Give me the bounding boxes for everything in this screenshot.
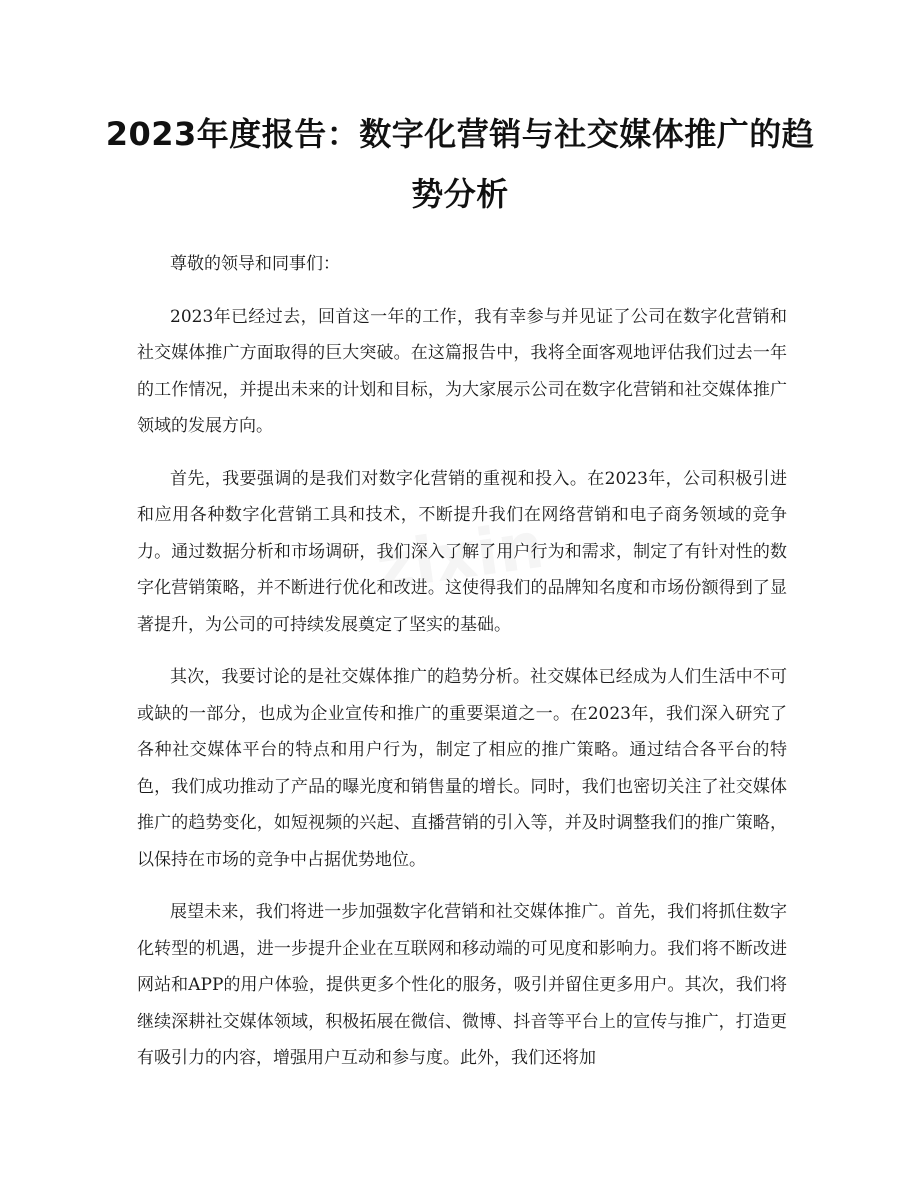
watermark: zixin bbox=[371, 508, 549, 606]
document-body bbox=[137, 246, 787, 1093]
paragraph-intro: 2023年已经过去，回首这一年的工作，我有幸参与并见证了公司在数字化营销和社交媒体推广方面取得的巨大突破。在这篇报告中，我将全面客观地评估我们过去一年的工作情况，并提出未来的计划和目标，为大家展示公司在数字化营销和社交媒体推广领域的发展方向。 bbox=[137, 306, 787, 436]
paragraph-digital-marketing: 首先，我要强调的是我们对数字化营销的重视和投入。在2023年，公司积极引进和应用各种数字化营销工具和技术，不断提升我们在网络营销和电子商务领域的竞争力。通过数据分析和市场调研，我们深入了解了用户行为和需求，制定了有针对性的数字化营销策略，并不断进行优化和改进。这使得我们的品牌知名度和市场份额得到了显著提升，为公司的可持续发展奠定了坚实的基础。 bbox=[137, 468, 787, 635]
document-title: 2023年度报告：数字化营销与社交媒体推广的趋势分析 bbox=[105, 115, 815, 213]
paragraph-social-media: 其次，我要讨论的是社交媒体推广的趋势分析。社交媒体已经成为人们生活中不可或缺的一部分，也成为企业宣传和推广的重要渠道之一。在2023年，我们深入研究了各种社交媒体平台的特点和用户行为，制定了相应的推广策略。通过结合各平台的特色，我们成功推动了产品的曝光度和销售量的增长。同时，我们也密切关注了社交媒体推广的趋势变化，如短视频的兴起、直播营销的引入等，并及时调整我们的推广策略，以保持在市场的竞争中占据优势地位。 bbox=[137, 667, 787, 870]
salutation: 尊敬的领导和同事们： bbox=[170, 254, 340, 274]
paragraph-outlook: 展望未来，我们将进一步加强数字化营销和社交媒体推广。首先，我们将抓住数字化转型的机遇，进一步提升企业在互联网和移动端的可见度和影响力。我们将不断改进网站和APP的用户体验，提供更多个性化的服务，吸引并留住更多用户。其次，我们将继续深耕社交媒体领域，积极拓展在微信、微博、抖音等平台上的宣传与推广，打造更有吸引力的内容，增强用户互动和参与度。此外，我们还将加 bbox=[137, 902, 787, 1068]
